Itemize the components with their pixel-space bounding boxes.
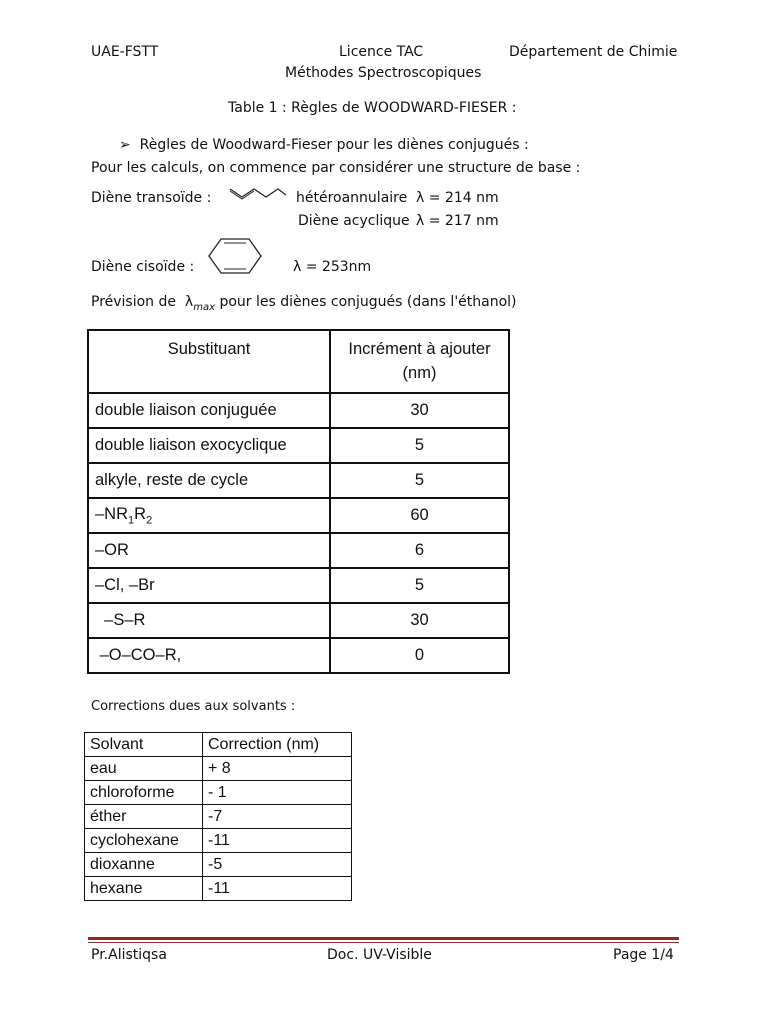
solvent-name: chloroforme	[85, 781, 203, 805]
substituent-name: –S–R	[88, 603, 330, 638]
prevision-suffix: pour les diènes conjugués (dans l'éthanol)	[219, 294, 517, 310]
table-row	[88, 568, 509, 603]
table-row	[88, 638, 509, 673]
substituent-value: 30	[330, 603, 509, 638]
bullet-text: Règles de Woodward-Fieser pour les diènes conjugués :	[139, 137, 529, 153]
solvent-title: Corrections dues aux solvants :	[91, 699, 296, 714]
substituent-value: 5	[330, 428, 509, 463]
header-increment-line1: Incrément à ajouter	[348, 340, 491, 358]
footer-center: Doc. UV-Visible	[327, 947, 432, 963]
table-row	[85, 757, 352, 781]
table-row	[85, 805, 352, 829]
footer-left: Pr.Alistiqsa	[91, 947, 167, 963]
solvent-table	[84, 732, 352, 901]
table-row	[85, 829, 352, 853]
transoid-label: Diène transoïde :	[91, 190, 212, 206]
substituent-name: alkyle, reste de cycle	[88, 463, 330, 498]
header-increment-line2: (nm)	[402, 364, 437, 382]
substituent-name: –OR	[88, 533, 330, 568]
table-row	[88, 463, 509, 498]
table-row	[88, 393, 509, 428]
substituent-name: –O–CO–R,	[88, 638, 330, 673]
footer-rule-thick	[88, 937, 679, 940]
table-row	[88, 428, 509, 463]
table-row	[85, 781, 352, 805]
table-header-row	[88, 330, 509, 393]
intro-text: Pour les calculs, on commence par considérer une structure de base :	[91, 160, 581, 176]
solvent-correction: -11	[203, 829, 352, 853]
substituent-name: double liaison conjuguée	[88, 393, 330, 428]
table-row	[85, 877, 352, 901]
cisoid-diene-ring-structure	[206, 236, 264, 276]
solvent-name: eau	[85, 757, 203, 781]
substituent-name	[88, 498, 330, 533]
transoid-heteroannular: hétéroannulaire	[296, 190, 408, 206]
substituent-value: 0	[330, 638, 509, 673]
substituent-value: 30	[330, 393, 509, 428]
bullet-line	[119, 137, 529, 153]
nr-r: R	[134, 504, 147, 523]
header-solvant: Solvant	[85, 733, 203, 757]
lambda-symbol: λ	[184, 294, 194, 310]
header-subtitle: Méthodes Spectroscopiques	[285, 65, 482, 81]
table-row	[88, 498, 509, 533]
cisoid-value: λ = 253nm	[293, 259, 372, 275]
nr-prefix: –NR	[95, 504, 129, 523]
cisoid-label: Diène cisoïde :	[91, 259, 195, 275]
header-increment	[330, 330, 509, 393]
nr-subscript-1: 1	[128, 514, 135, 527]
solvent-name: dioxanne	[85, 853, 203, 877]
solvent-header-row	[85, 733, 352, 757]
transoid-acyclic: Diène acyclique	[298, 213, 410, 229]
substituent-name: double liaison exocyclique	[88, 428, 330, 463]
prevision-line	[91, 294, 517, 313]
transoid-acyclic-value: λ = 217 nm	[416, 213, 499, 229]
table-row	[88, 533, 509, 568]
header-correction: Correction (nm)	[203, 733, 352, 757]
prevision-prefix: Prévision de	[91, 294, 177, 310]
lambda-subscript: max	[193, 301, 216, 313]
footer-page-number: Page 1/4	[613, 947, 674, 963]
substituent-value: 5	[330, 463, 509, 498]
table-title: Table 1 : Règles de WOODWARD-FIESER :	[228, 100, 517, 116]
solvent-correction: -7	[203, 805, 352, 829]
header-right: Département de Chimie	[509, 44, 678, 60]
header-center: Licence TAC	[339, 44, 424, 60]
substituent-value: 6	[330, 533, 509, 568]
footer-rule-thin	[88, 942, 679, 943]
header-left: UAE-FSTT	[91, 44, 159, 60]
header-substituant: Substituant	[88, 330, 330, 393]
substituent-table	[87, 329, 510, 674]
nr-subscript-2: 2	[146, 514, 153, 527]
substituent-name: –Cl, –Br	[88, 568, 330, 603]
solvent-correction: -5	[203, 853, 352, 877]
solvent-name: cyclohexane	[85, 829, 203, 853]
substituent-value: 60	[330, 498, 509, 533]
solvent-correction: + 8	[203, 757, 352, 781]
table-row	[88, 603, 509, 638]
arrow-bullet-icon: ➢	[119, 137, 131, 153]
solvent-correction: - 1	[203, 781, 352, 805]
transoid-heteroannular-value: λ = 214 nm	[416, 190, 499, 206]
table-row	[85, 853, 352, 877]
transoid-diene-structure	[228, 183, 288, 203]
substituent-value: 5	[330, 568, 509, 603]
solvent-name: hexane	[85, 877, 203, 901]
solvent-correction: -11	[203, 877, 352, 901]
solvent-name: éther	[85, 805, 203, 829]
